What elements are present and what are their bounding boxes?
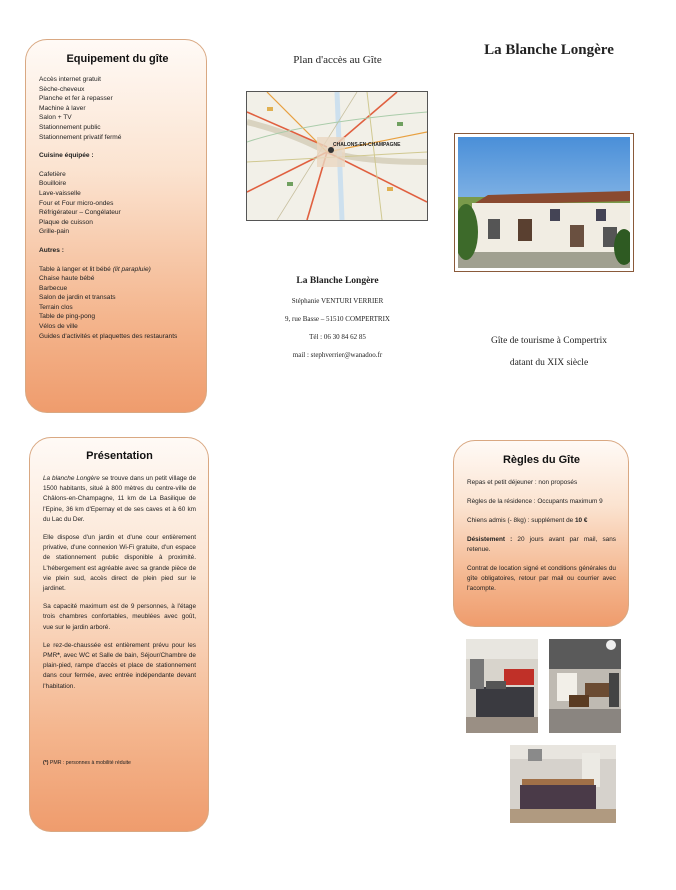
list-item xyxy=(39,265,196,275)
list-item-italic: (lit parapluie) xyxy=(112,265,151,273)
house-illustration xyxy=(458,137,630,268)
map-city-label: CHALONS-EN-CHAMPAGNE xyxy=(333,142,401,148)
equipement-title: Equipement du gîte xyxy=(66,53,169,65)
rule-price: 10 € xyxy=(574,517,588,524)
list-item: Salon de jardin et transats xyxy=(39,294,116,302)
list-item: Accès internet gratuit xyxy=(39,76,101,83)
paragraph: Elle dispose d'un jardin et d'une cour entièrement privative, d'une connexion Wi-Fi gratuite, d'un espace de stationnement public disponible à proximité. L'hébergement est agréable avec sa grande pièce de vie plein sud, accès direct de plein pied sur le jardinet. xyxy=(43,534,196,593)
contact-name: La Blanche Longère xyxy=(296,276,379,286)
rule-text: Chiens admis (- 8kg) : supplément de xyxy=(467,517,575,524)
regles-list xyxy=(467,478,616,594)
living-room-photo xyxy=(549,639,621,733)
cover-tagline-1: Gîte de tourisme à Compertrix xyxy=(490,336,608,346)
house-photo xyxy=(454,133,634,272)
contact-block xyxy=(240,276,435,359)
list-item-text: Table à langer et lit bébé xyxy=(39,265,113,273)
paragraph: Sa capacité maximum est de 9 personnes, à l'étage trois chambres confortables, meublées avec goût, vue sur le jardin arboré. xyxy=(43,603,196,631)
cover-tagline-2: datant du XIX siècle xyxy=(509,358,589,368)
footnote-mark: (*) xyxy=(43,760,49,766)
list-item: Barbecue xyxy=(39,284,68,292)
bedroom-illustration xyxy=(466,639,538,733)
equipement-list xyxy=(39,75,196,341)
footnote xyxy=(43,760,131,766)
list-item: Cafetière xyxy=(39,170,66,178)
list-item: Sèche-cheveux xyxy=(39,85,85,93)
paragraph xyxy=(43,474,196,525)
autres-title: Autres : xyxy=(39,246,64,254)
living-room-illustration xyxy=(549,639,621,733)
rule-item: Règles de la résidence : Occupants maximum 9 xyxy=(467,498,603,505)
asterisk: * xyxy=(57,652,60,660)
list-item: Guides d'activités et plaquettes des restaurants xyxy=(39,332,178,340)
presentation-panel xyxy=(29,437,209,832)
footnote-text: PMR : personnes à mobilité réduite xyxy=(48,760,131,766)
regles-title: Règles du Gîte xyxy=(502,454,581,466)
map-graphic xyxy=(247,92,427,220)
list-item: Machine à laver xyxy=(39,104,86,112)
contact-mail: mail : stephverrier@wanadoo.fr xyxy=(292,351,383,359)
paragraph-text: Le rez-de-chaussée est entièrement prévu pour les PMR xyxy=(43,641,196,660)
presentation-text xyxy=(43,474,196,692)
contact-person: Stéphanie VENTURI VERRIER xyxy=(291,297,384,305)
paragraph-italic: La blanche Longère xyxy=(43,475,100,482)
paragraph-text: , avec WC et Salle de bain, Séjour/Chambre de plain-pied, rampe d'accès et place de stationnement dans cour fermée, avec entrée indépendante devant l'habitation. xyxy=(43,652,196,690)
equipement-panel xyxy=(25,39,207,413)
access-map xyxy=(246,91,428,221)
bedroom-photo-1 xyxy=(466,639,538,733)
list-item: Salon + TV xyxy=(39,114,72,122)
paragraph-text: se trouve dans un petit village de 1500 habitants, situé à 800 mètres du centre-ville de Châlons-en-Champagne, 11 km de La Basilique de l'Epine, 36 km d'Epernay et de ses caves et à 60 km du Lac du Der. xyxy=(43,475,197,523)
list-item: Bouilloire xyxy=(39,180,67,188)
rule-item: Contrat de location signé et conditions générales du gîte obligatoires, retour par mail ou courrier avec l'acompte. xyxy=(467,565,616,592)
list-item: Stationnement public xyxy=(39,123,101,131)
contact-address: 9, rue Basse – 51510 COMPERTRIX xyxy=(285,315,390,323)
list-item: Plaque de cuisson xyxy=(39,218,93,226)
bedroom-2-illustration xyxy=(510,745,616,823)
rule-item xyxy=(467,535,616,555)
list-item: Four et Four micro-ondes xyxy=(39,199,114,207)
regles-panel xyxy=(453,440,629,627)
presentation-title: Présentation xyxy=(86,450,153,462)
list-item: Terrain clos xyxy=(39,303,73,311)
list-item: Table de ping-pong xyxy=(39,313,96,321)
list-item: Stationnement privatif fermé xyxy=(39,133,122,141)
list-item: Planche et fer à repasser xyxy=(39,95,113,103)
contact-phone: Tél : 06 30 84 62 85 xyxy=(309,333,366,341)
bedroom-photo-2 xyxy=(510,745,616,823)
list-item: Chaise haute bébé xyxy=(39,275,95,283)
list-item: Vélos de ville xyxy=(39,323,78,331)
rule-item: Repas et petit déjeuner : non proposés xyxy=(467,479,578,486)
rule-item xyxy=(467,516,616,526)
cover-title: La Blanche Longère xyxy=(484,42,614,58)
list-item: Lave-vaisselle xyxy=(39,189,81,197)
list-item: Grille-pain xyxy=(39,228,70,236)
cuisine-title: Cuisine équipée : xyxy=(39,152,94,160)
list-item: Réfrigérateur – Congélateur xyxy=(39,209,121,217)
rule-text: 20 jours avant par mail, sans retenue. xyxy=(467,536,616,553)
map-title: Plan d'accès au Gîte xyxy=(293,54,382,66)
rule-label: Désistement : xyxy=(467,536,513,543)
paragraph xyxy=(43,641,196,692)
